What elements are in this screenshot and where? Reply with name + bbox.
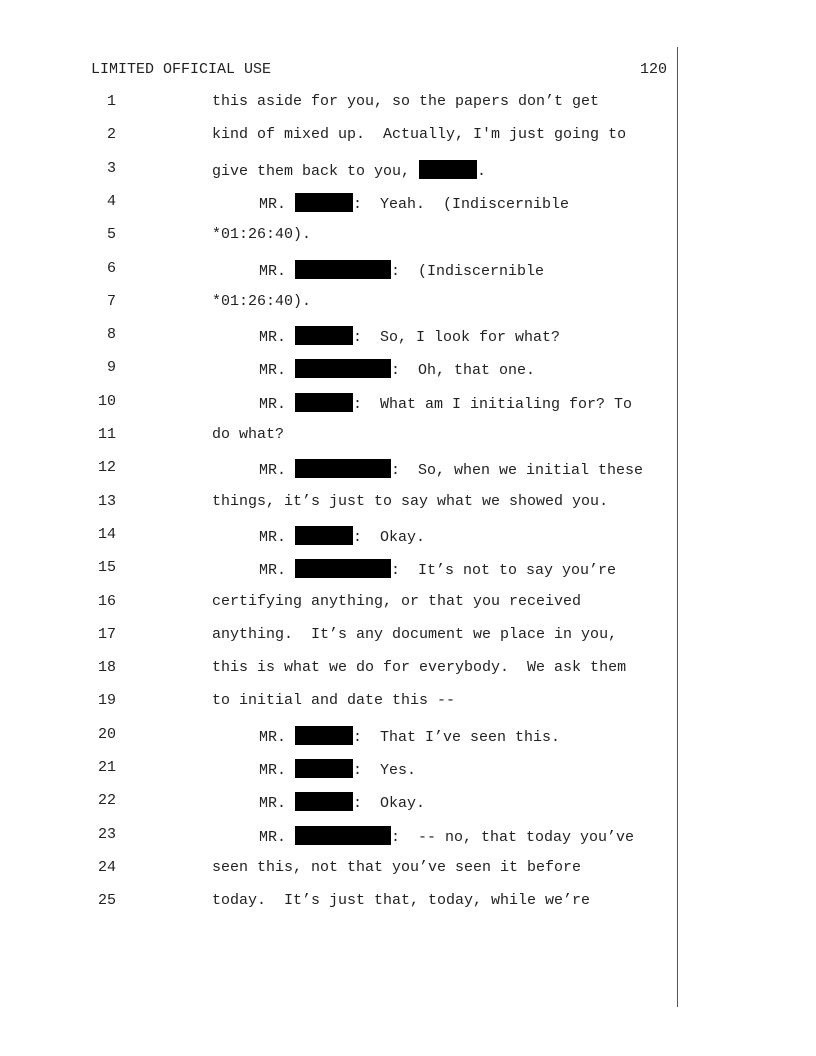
line-text: : -- no, that today you’ve bbox=[391, 829, 635, 846]
line-number: 1 bbox=[106, 93, 116, 110]
line-text: : So, when we initial these bbox=[391, 462, 644, 479]
speaker-title: MR. bbox=[259, 329, 296, 346]
speaker-line bbox=[259, 759, 416, 779]
speaker-title: MR. bbox=[259, 762, 296, 779]
line-number: 2 bbox=[106, 126, 116, 143]
line-number: 9 bbox=[106, 359, 116, 376]
line-text: anything. It’s any document we place in you, bbox=[212, 626, 618, 643]
line-number: 14 bbox=[97, 526, 116, 543]
speaker-title: MR. bbox=[259, 562, 296, 579]
line-number: 4 bbox=[106, 193, 116, 210]
line-text: things, it’s just to say what we showed you. bbox=[212, 493, 609, 510]
speaker-title: MR. bbox=[259, 795, 296, 812]
line-number: 19 bbox=[97, 692, 116, 709]
line-text: : So, I look for what? bbox=[353, 329, 561, 346]
redaction-box bbox=[295, 792, 353, 811]
redaction-box bbox=[295, 526, 353, 545]
line-text: seen this, not that you’ve seen it before bbox=[212, 859, 582, 876]
speaker-line bbox=[259, 559, 616, 579]
line-number: 6 bbox=[106, 260, 116, 277]
speaker-title: MR. bbox=[259, 362, 296, 379]
redaction-box bbox=[295, 359, 391, 378]
transcript-line bbox=[212, 160, 486, 180]
line-text: kind of mixed up. Actually, I'm just going to bbox=[212, 126, 627, 143]
line-number: 7 bbox=[106, 293, 116, 310]
line-text: : Oh, that one. bbox=[391, 362, 536, 379]
line-text: : Okay. bbox=[353, 529, 426, 546]
redaction-box bbox=[295, 726, 353, 745]
line-number: 8 bbox=[106, 326, 116, 343]
speaker-line bbox=[259, 526, 425, 546]
speaker-title: MR. bbox=[259, 729, 296, 746]
transcript-line bbox=[212, 593, 581, 610]
line-text: : That I’ve seen this. bbox=[353, 729, 561, 746]
classification-header: LIMITED OFFICIAL USE bbox=[91, 61, 272, 78]
line-text: : Yes. bbox=[353, 762, 417, 779]
speaker-line bbox=[259, 260, 544, 280]
line-number: 25 bbox=[97, 892, 116, 909]
line-text: give them back to you, bbox=[212, 163, 420, 180]
speaker-line bbox=[259, 826, 634, 846]
speaker-title: MR. bbox=[259, 829, 296, 846]
speaker-title: MR. bbox=[259, 396, 296, 413]
line-text: : Okay. bbox=[353, 795, 426, 812]
line-number: 20 bbox=[97, 726, 116, 743]
line-text: do what? bbox=[212, 426, 285, 443]
line-text: to initial and date this -- bbox=[212, 692, 456, 709]
transcript-line bbox=[212, 859, 581, 876]
line-number: 17 bbox=[97, 626, 116, 643]
transcript-line bbox=[212, 493, 608, 510]
redaction-box bbox=[295, 826, 391, 845]
line-number: 11 bbox=[97, 426, 116, 443]
redaction-box bbox=[295, 326, 353, 345]
right-margin-rule bbox=[677, 47, 678, 1007]
line-text: : Yeah. (Indiscernible bbox=[353, 196, 570, 213]
transcript-line bbox=[212, 293, 311, 310]
redaction-box bbox=[295, 459, 391, 478]
line-number: 18 bbox=[97, 659, 116, 676]
speaker-line bbox=[259, 792, 425, 812]
speaker-title: MR. bbox=[259, 263, 296, 280]
speaker-line bbox=[259, 359, 535, 379]
speaker-line bbox=[259, 326, 560, 346]
speaker-line bbox=[259, 726, 560, 746]
line-text: this is what we do for everybody. We ask them bbox=[212, 659, 627, 676]
redaction-box bbox=[295, 393, 353, 412]
speaker-title: MR. bbox=[259, 462, 296, 479]
line-text: : What am I initialing for? To bbox=[353, 396, 633, 413]
line-text: : It’s not to say you’re bbox=[391, 562, 617, 579]
line-number: 24 bbox=[97, 859, 116, 876]
line-text: *01:26:40). bbox=[212, 226, 312, 243]
speaker-title: MR. bbox=[259, 529, 296, 546]
transcript-line bbox=[212, 226, 311, 243]
line-number: 12 bbox=[97, 459, 116, 476]
line-text: today. It’s just that, today, while we’re bbox=[212, 892, 591, 909]
line-number: 16 bbox=[97, 593, 116, 610]
line-text: this aside for you, so the papers don’t get bbox=[212, 93, 600, 110]
speaker-line bbox=[259, 459, 643, 479]
transcript-line bbox=[212, 692, 455, 709]
redaction-box bbox=[419, 160, 477, 179]
line-number: 22 bbox=[97, 792, 116, 809]
transcript-line bbox=[212, 93, 599, 110]
redaction-box bbox=[295, 559, 391, 578]
speaker-line bbox=[259, 193, 569, 213]
speaker-line bbox=[259, 393, 632, 413]
transcript-line bbox=[212, 626, 617, 643]
line-text: : (Indiscernible bbox=[391, 263, 545, 280]
line-number: 13 bbox=[97, 493, 116, 510]
line-number: 23 bbox=[97, 826, 116, 843]
line-number: 3 bbox=[106, 160, 116, 177]
transcript-line bbox=[212, 659, 626, 676]
line-text: *01:26:40). bbox=[212, 293, 312, 310]
redaction-box bbox=[295, 260, 391, 279]
redaction-box bbox=[295, 759, 353, 778]
transcript-line bbox=[212, 126, 626, 143]
line-number: 10 bbox=[97, 393, 116, 410]
line-number: 15 bbox=[97, 559, 116, 576]
page-number: 120 bbox=[639, 61, 667, 78]
line-number: 5 bbox=[106, 226, 116, 243]
transcript-line bbox=[212, 892, 590, 909]
line-text: . bbox=[477, 163, 487, 180]
redaction-box bbox=[295, 193, 353, 212]
line-text: certifying anything, or that you received bbox=[212, 593, 582, 610]
transcript-line bbox=[212, 426, 284, 443]
line-number: 21 bbox=[97, 759, 116, 776]
speaker-title: MR. bbox=[259, 196, 296, 213]
